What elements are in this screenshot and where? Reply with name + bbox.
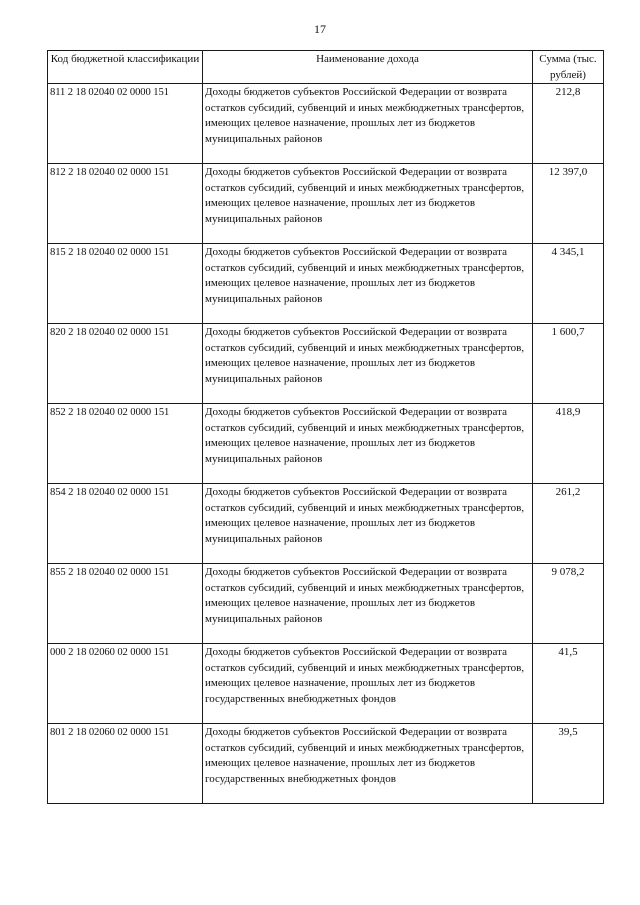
cell-name: Доходы бюджетов субъектов Российской Федерации от возврата остатков субсидий, субвенций и иных межбюджетных трансфертов, имеющих целевое назначение, прошлых лет из бюджетов государственных внебюджетных фондов — [203, 724, 533, 804]
table-row — [48, 164, 604, 244]
cell-name: Доходы бюджетов субъектов Российской Федерации от возврата остатков субсидий, субвенций и иных межбюджетных трансфертов, имеющих целевое назначение, прошлых лет из бюджетов муниципальных районов — [203, 324, 533, 404]
cell-sum: 39,5 — [533, 724, 604, 804]
page-number: 17 — [314, 22, 326, 36]
column-header-name: Наименование дохода — [203, 51, 533, 84]
cell-sum: 212,8 — [533, 84, 604, 164]
cell-code: 854 2 18 02040 02 0000 151 — [48, 484, 203, 564]
table-row — [48, 724, 604, 804]
cell-name: Доходы бюджетов субъектов Российской Федерации от возврата остатков субсидий, субвенций и иных межбюджетных трансфертов, имеющих целевое назначение, прошлых лет из бюджетов муниципальных районов — [203, 244, 533, 324]
cell-sum: 41,5 — [533, 644, 604, 724]
table-header-row — [48, 51, 604, 84]
cell-name: Доходы бюджетов субъектов Российской Федерации от возврата остатков субсидий, субвенций и иных межбюджетных трансфертов, имеющих целевое назначение, прошлых лет из бюджетов муниципальных районов — [203, 84, 533, 164]
budget-revenue-table — [47, 50, 604, 804]
cell-code: 000 2 18 02060 02 0000 151 — [48, 644, 203, 724]
cell-sum: 418,9 — [533, 404, 604, 484]
table-row — [48, 644, 604, 724]
cell-sum: 261,2 — [533, 484, 604, 564]
table-row — [48, 564, 604, 644]
cell-name: Доходы бюджетов субъектов Российской Федерации от возврата остатков субсидий, субвенций и иных межбюджетных трансфертов, имеющих целевое назначение, прошлых лет из бюджетов муниципальных районов — [203, 564, 533, 644]
cell-code: 820 2 18 02040 02 0000 151 — [48, 324, 203, 404]
table-row — [48, 244, 604, 324]
table-row — [48, 404, 604, 484]
cell-sum: 1 600,7 — [533, 324, 604, 404]
cell-code: 801 2 18 02060 02 0000 151 — [48, 724, 203, 804]
cell-code: 852 2 18 02040 02 0000 151 — [48, 404, 203, 484]
cell-sum: 12 397,0 — [533, 164, 604, 244]
table-row — [48, 484, 604, 564]
cell-name: Доходы бюджетов субъектов Российской Федерации от возврата остатков субсидий, субвенций и иных межбюджетных трансфертов, имеющих целевое назначение, прошлых лет из бюджетов муниципальных районов — [203, 164, 533, 244]
table-row — [48, 324, 604, 404]
cell-name: Доходы бюджетов субъектов Российской Федерации от возврата остатков субсидий, субвенций и иных межбюджетных трансфертов, имеющих целевое назначение, прошлых лет из бюджетов муниципальных районов — [203, 484, 533, 564]
cell-sum: 4 345,1 — [533, 244, 604, 324]
column-header-code: Код бюджетной классификации — [48, 51, 203, 84]
column-header-sum: Сумма (тыс. рублей) — [533, 51, 604, 84]
cell-name: Доходы бюджетов субъектов Российской Федерации от возврата остатков субсидий, субвенций и иных межбюджетных трансфертов, имеющих целевое назначение, прошлых лет из бюджетов муниципальных районов — [203, 404, 533, 484]
table-row — [48, 84, 604, 164]
cell-code: 855 2 18 02040 02 0000 151 — [48, 564, 203, 644]
cell-name: Доходы бюджетов субъектов Российской Федерации от возврата остатков субсидий, субвенций и иных межбюджетных трансфертов, имеющих целевое назначение, прошлых лет из бюджетов государственных внебюджетных фондов — [203, 644, 533, 724]
cell-code: 815 2 18 02040 02 0000 151 — [48, 244, 203, 324]
cell-code: 811 2 18 02040 02 0000 151 — [48, 84, 203, 164]
cell-sum: 9 078,2 — [533, 564, 604, 644]
cell-code: 812 2 18 02040 02 0000 151 — [48, 164, 203, 244]
